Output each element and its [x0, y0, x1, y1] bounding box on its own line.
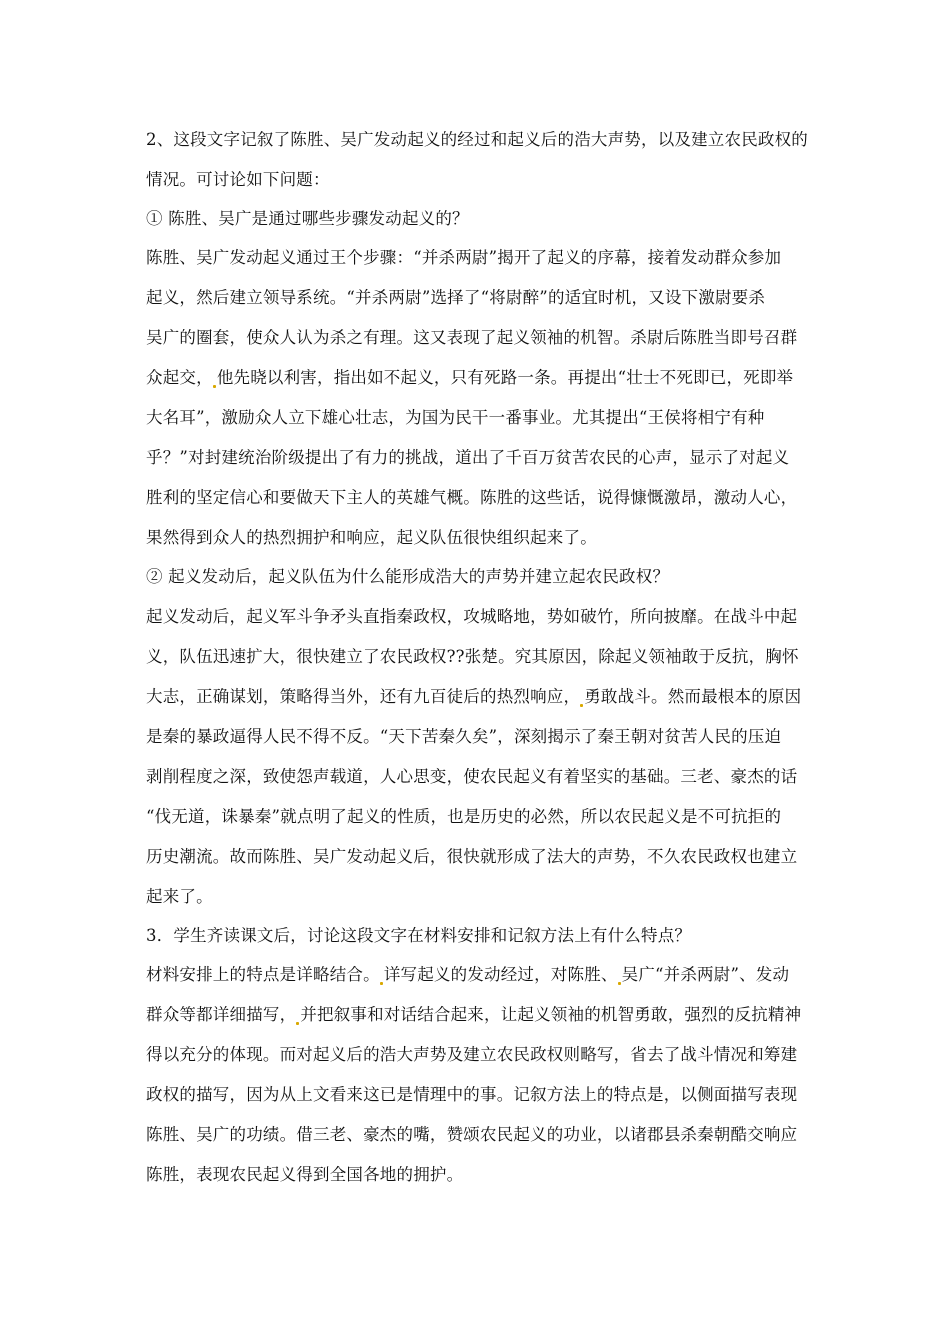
- highlight-mark: [380, 982, 383, 985]
- answer-2-line-6: “伐无道，诛暴秦”就点明了起义的性质，也是历史的必然，所以农民起义是不可抗拒的: [146, 807, 782, 826]
- highlight-mark: [618, 982, 621, 985]
- answer-1-line-1: 陈胜、吴广发动起义通过王个步骤：“并杀两尉”揭开了起义的序幕，接着发动群众参加: [146, 248, 782, 267]
- answer-3-line-2: [146, 1005, 801, 1025]
- answer-1-line-7: 胜利的坚定信心和要做天下主人的英雄气概。陈胜的这些话，说得慷慨激昂，激动人心，: [146, 488, 798, 507]
- answer-3-line-5: 陈胜、吴广的功绩。借三老、豪杰的嘴，赞颂农民起义的功业，以诸郡县杀秦朝酷交响应: [146, 1125, 798, 1144]
- highlight-mark: [580, 704, 583, 707]
- highlight-mark: [296, 1022, 299, 1025]
- answer-2-line-3-a: 大志，正确谋划，策略得当外，还有九百徒后的热烈响应，: [146, 687, 581, 706]
- answer-1-line-3: 吴广的圈套，使众人认为杀之有理。这又表现了起义领袖的机智。杀尉后陈胜当即号召群: [146, 328, 798, 347]
- answer-3-line-4: 政权的描写，因为从上文看来这已是情理中的事。记叙方法上的特点是，以侧面描写表现: [146, 1085, 798, 1104]
- answer-1-line-6: 乎？”对封建统治阶级提出了有力的挑战，道出了千百万贫苦农民的心声，显示了对起义: [146, 448, 790, 467]
- answer-2-line-4: 是秦的暴政逼得人民不得不反。“天下苦秦久矣”，深刻揭示了秦王朝对贫苦人民的压迫: [146, 727, 782, 746]
- answer-3-line-1-a: 材料安排上的特点是详略结合。: [146, 965, 380, 984]
- answer-1-line-4-a: 众起交，: [146, 368, 213, 387]
- answer-3-line-3: 得以充分的体现。而对起义后的浩大声势及建立农民政权则略写，省去了战斗情况和筹建: [146, 1045, 798, 1064]
- question-1: ① 陈胜、吴广是通过哪些步骤发动起义的？: [146, 209, 469, 228]
- question-2: ② 起义发动后，起义队伍为什么能形成浩大的声势并建立起农民政权？: [146, 567, 670, 586]
- answer-2-line-3-b: 勇敢战斗。然而最根本的原因: [584, 687, 802, 706]
- answer-3-line-2-b: 并把叙事和对话结合起来，让起义领袖的机智勇敢，强烈的反抗精神: [300, 1005, 802, 1024]
- answer-2-line-8: 起来了。: [146, 887, 213, 906]
- answer-2-line-2: 义，队伍迅速扩大，很快建立了农民政权??张楚。究其原因，除起义领袖敢于反抗，胸怀: [146, 647, 799, 666]
- answer-2-line-1: 起义发动后，起义军斗争矛头直指秦政权，攻城略地，势如破竹，所向披靡。在战斗中起: [146, 607, 798, 626]
- answer-3-line-1: [146, 965, 789, 985]
- highlight-mark: [213, 385, 216, 388]
- answer-1-line-5: 大名耳”，激励众人立下雄心壮志，为国为民干一番事业。尤其提出“王侯将相宁有种: [146, 408, 765, 427]
- answer-3-line-6: 陈胜，表现农民起义得到全国各地的拥护。: [146, 1165, 464, 1184]
- answer-3-line-2-a: 群众等都详细描写，: [146, 1005, 297, 1024]
- paragraph-2-line-1: 2、这段文字记叙了陈胜、吴广发动起义的经过和起义后的浩大声势，以及建立农民政权的: [146, 130, 808, 149]
- question-3: 3．学生齐读课文后，讨论这段文字在材料安排和记叙方法上有什么特点？: [146, 926, 692, 945]
- answer-1-line-4-b: 他先晓以利害，指出如不起义，只有死路一条。再提出“壮士不死即已，死即举: [216, 368, 794, 387]
- answer-3-line-1-c: 吴广“并杀两尉”、发动: [621, 965, 790, 984]
- answer-2-line-3: [146, 687, 801, 707]
- answer-1-line-4: [146, 368, 793, 388]
- answer-1-line-8: 果然得到众人的热烈拥护和响应，起义队伍很快组织起来了。: [146, 528, 597, 547]
- answer-2-line-5: 剥削程度之深，致使怨声载道，人心思变，使农民起义有着坚实的基础。三老、豪杰的话: [146, 767, 798, 786]
- paragraph-2-line-2: 情况。可讨论如下问题：: [146, 170, 330, 189]
- answer-3-line-1-b: 详写起义的发动经过，对陈胜、: [383, 965, 618, 984]
- answer-2-line-7: 历史潮流。故而陈胜、吴广发动起义后，很快就形成了法大的声势，不久农民政权也建立: [146, 847, 798, 866]
- answer-1-line-2: 起义，然后建立领导系统。“并杀两尉”选择了“将尉醉”的适宜时机，又设下激尉要杀: [146, 288, 766, 307]
